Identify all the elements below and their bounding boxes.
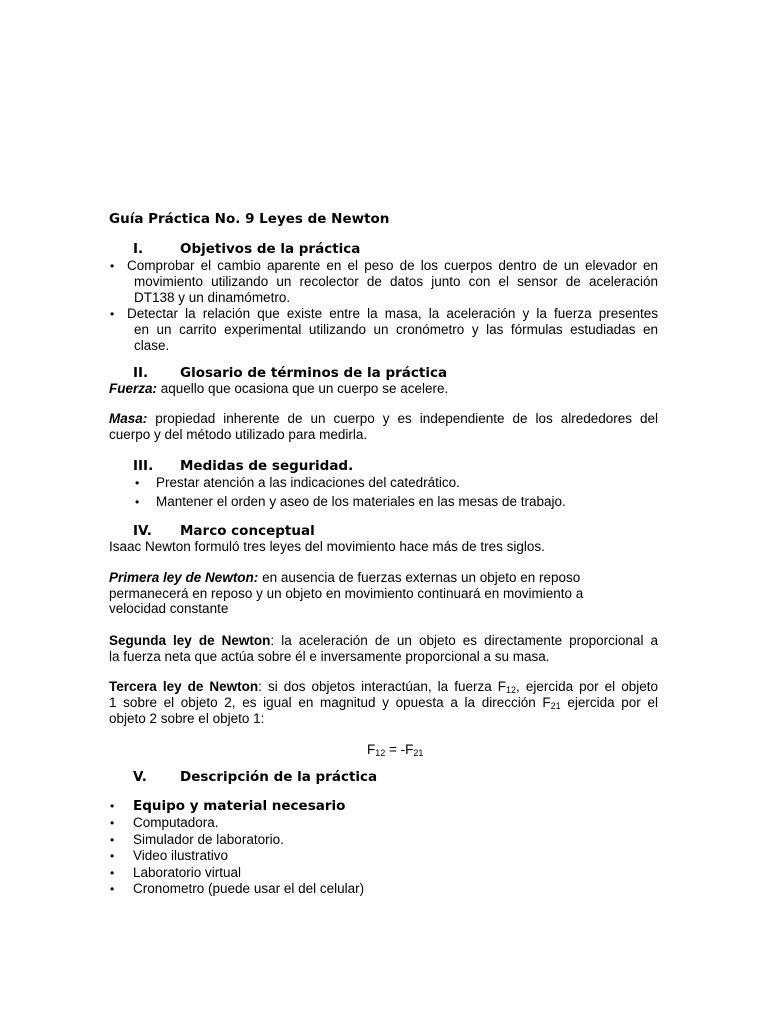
first-law-line-1	[109, 570, 580, 586]
bullet-icon: •	[110, 799, 115, 813]
subscript-21: 21	[550, 701, 561, 711]
bullet-icon: •	[110, 307, 115, 321]
formula-f: F	[367, 742, 376, 757]
third-law-line-2	[109, 695, 658, 711]
bullet-icon: •	[110, 866, 115, 880]
section-2-numeral: II.	[133, 365, 149, 381]
objective-2-line-3: clase.	[134, 338, 170, 353]
formula-operator: = -F	[385, 742, 414, 757]
second-law-line-2: la fuerza neta que actúa sobre él e inversamente proporcional a su masa.	[109, 649, 550, 664]
glossary-masa-line-2: cuerpo y del método utilizado para medirla.	[109, 427, 368, 442]
glossary-fuerza	[109, 381, 448, 397]
first-law-line-2: permanecerá en reposo y un objeto en movimiento continuará en movimiento a	[109, 586, 584, 601]
safety-item: Prestar atención a las indicaciones del catedrático.	[156, 475, 460, 490]
equipment-heading: Equipo y material necesario	[133, 798, 346, 814]
framework-intro: Isaac Newton formuló tres leyes del movimiento hace más de tres siglos.	[109, 539, 545, 554]
third-law-line-3: objeto 2 sobre el objeto 1:	[109, 711, 265, 726]
document-title: Guía Práctica No. 9 Leyes de Newton	[109, 211, 390, 227]
second-law-term: Segunda ley de Newton	[109, 633, 271, 648]
bullet-icon: •	[110, 833, 115, 847]
equipment-item: Video ilustrativo	[133, 848, 229, 863]
formula-subscript-21: 21	[413, 748, 424, 758]
bullet-icon: •	[110, 259, 115, 273]
first-law-term: Primera ley de Newton:	[109, 570, 259, 585]
section-3-heading: Medidas de seguridad.	[180, 458, 354, 474]
objective-1-line-1: Comprobar el cambio aparente en el peso de los cuerpos dentro de un elevador en	[127, 258, 658, 273]
objective-2-line-1: Detectar la relación que existe entre la masa, la aceleración y la fuerza presentes	[127, 306, 658, 321]
bullet-icon: •	[110, 882, 115, 896]
formula-subscript-12: 12	[375, 748, 386, 758]
section-1-heading: Objetivos de la práctica	[180, 241, 361, 257]
glossary-term-masa: Masa:	[109, 411, 148, 426]
objective-1-line-2: movimiento utilizando un recolector de datos junto con el sensor de aceleración	[134, 274, 658, 289]
section-1-numeral: I.	[133, 241, 144, 257]
first-law-line-3: velocidad constante	[109, 601, 229, 616]
section-2-heading: Glosario de términos de la práctica	[180, 365, 448, 381]
subscript-12: 12	[506, 685, 517, 695]
third-law-term: Tercera ley de Newton	[109, 679, 259, 694]
first-law-text: en ausencia de fuerzas externas un objeto en reposo	[258, 570, 581, 585]
glossary-masa-line-1	[109, 411, 658, 427]
second-law-line-1	[109, 633, 658, 649]
glossary-def-masa: propiedad inherente de un cuerpo y es independiente de los alrededores del	[147, 411, 658, 426]
third-law-text: 1 sobre el objeto 2, es igual en magnitud y opuesta a la dirección F	[109, 695, 551, 710]
second-law-text: : la aceleración de un objeto es directamente proporcional a	[270, 633, 658, 648]
section-5-heading: Descripción de la práctica	[180, 769, 378, 785]
safety-item: Mantener el orden y aseo de los materiales en las mesas de trabajo.	[156, 494, 566, 509]
equipment-item: Laboratorio virtual	[133, 865, 242, 880]
section-4-heading: Marco conceptual	[180, 523, 315, 539]
formula	[367, 742, 423, 758]
glossary-def-fuerza: aquello que ocasiona que un cuerpo se acelere.	[157, 381, 449, 396]
third-law-text: , ejercida por el objeto	[516, 679, 658, 694]
equipment-item: Simulador de laboratorio.	[133, 832, 284, 847]
bullet-icon: •	[110, 849, 115, 863]
equipment-item: Cronometro (puede usar el del celular)	[133, 881, 365, 896]
third-law-text: ejercida por el	[560, 695, 658, 710]
equipment-item: Computadora.	[133, 815, 219, 830]
bullet-icon: •	[110, 816, 115, 830]
bullet-icon: •	[135, 476, 140, 490]
glossary-term-fuerza: Fuerza:	[109, 381, 158, 396]
objective-1-line-3: DT138 y un dinamómetro.	[134, 290, 291, 305]
section-3-numeral: III.	[133, 458, 154, 474]
bullet-icon: •	[135, 495, 140, 509]
objective-2-line-2: en un carrito experimental utilizando un cronómetro y las fórmulas estudiadas en	[134, 322, 658, 337]
third-law-text: : si dos objetos interactúan, la fuerza F	[258, 679, 507, 694]
section-4-numeral: IV.	[133, 523, 152, 539]
section-5-numeral: V.	[133, 769, 147, 785]
third-law-line-1	[109, 679, 658, 695]
